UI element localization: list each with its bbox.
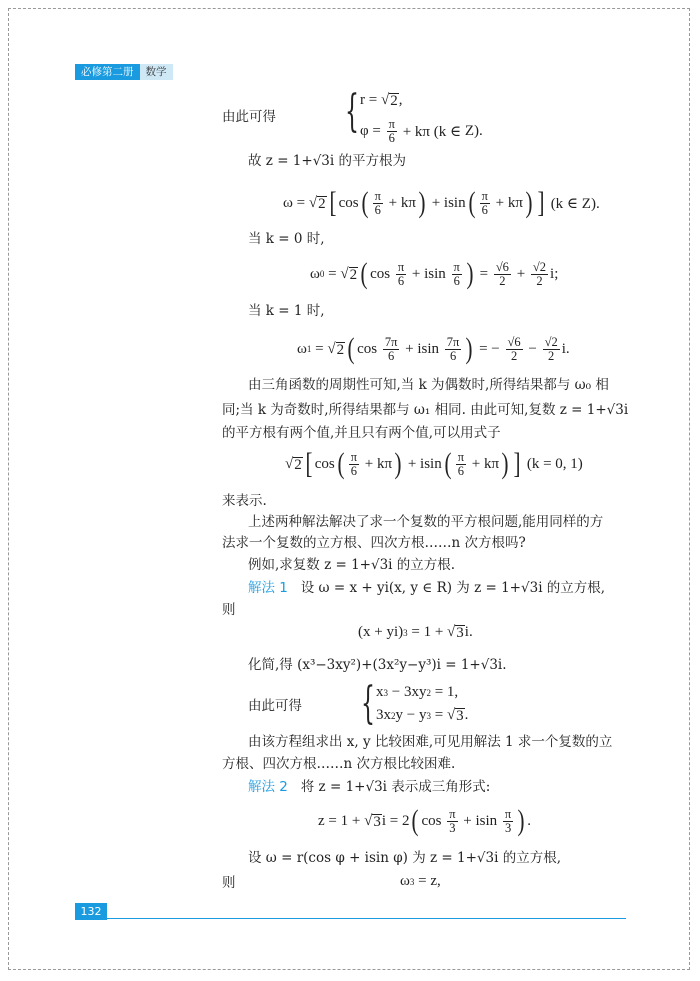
equation (360, 92, 402, 109)
numerator: π (504, 806, 512, 821)
math-text: x (376, 684, 384, 700)
math-text: = 1, (430, 684, 459, 700)
denominator: 6 (481, 202, 488, 217)
text-line: 故 z = 1+√3i 的平方根为 (248, 153, 406, 169)
math-text: = 1 + (407, 624, 448, 640)
math-text: + isin (459, 812, 501, 829)
bracket: ( (444, 447, 452, 480)
solution-1-line (248, 578, 605, 598)
text-line: 则 (222, 875, 236, 891)
radicand: 3 (456, 708, 464, 724)
square-root (340, 266, 358, 283)
text-line: 例如,求复数 z = 1+√3i 的立方根. (248, 557, 456, 573)
denominator: 2 (548, 348, 555, 363)
square-root (285, 456, 303, 473)
numerator: π (457, 449, 465, 464)
math-text: z = 1 + (318, 812, 365, 829)
text-line: 方根、四次方根……n 次方根比较困难. (222, 756, 456, 772)
math-text: i. (464, 624, 473, 640)
bracket: ( (411, 804, 419, 837)
fraction (452, 261, 462, 288)
denominator: 3 (449, 820, 456, 835)
solution-1-label: 解法 1 (248, 580, 288, 596)
numerator: π (453, 259, 460, 274)
math-text: + isin (408, 265, 450, 282)
equation (285, 449, 583, 479)
square-root (447, 707, 465, 724)
bracket: ) (394, 447, 402, 480)
square-root (381, 92, 399, 109)
math-text: + kπ (491, 194, 523, 211)
numerator: π (481, 188, 488, 203)
math-text: ω (297, 340, 307, 357)
radicand: 3 (373, 813, 381, 830)
math-text: 3x (376, 707, 391, 723)
math-text: cos (370, 265, 394, 282)
math-text: r = (360, 92, 381, 108)
square-root (364, 813, 382, 830)
math-text: (k ∈ Z). (546, 195, 600, 212)
math-text: cos (314, 455, 335, 472)
fraction (494, 261, 511, 288)
fraction (531, 261, 548, 288)
math-text: = z, (414, 873, 441, 889)
math-text: i = 2 (381, 812, 410, 829)
fraction (503, 808, 513, 835)
denominator: 6 (453, 273, 460, 288)
fraction (445, 336, 462, 363)
math-text: = − (475, 340, 504, 357)
equation (360, 118, 487, 145)
bracket: ) (465, 332, 473, 365)
radical-sign: √ (340, 265, 349, 282)
numerator: π (350, 449, 358, 464)
math-text: cos (357, 340, 381, 357)
numerator: √2 (532, 259, 547, 274)
bracket: ) (466, 257, 474, 290)
math-text: i; (550, 265, 559, 282)
fraction (387, 118, 397, 145)
radicand: 2 (318, 195, 326, 212)
solution-2-line (248, 777, 490, 797)
bracket: ( (361, 186, 369, 219)
equation: x 3 − 3xy 2 = 1, (376, 684, 459, 700)
header-badge (75, 64, 173, 80)
fraction (543, 336, 560, 363)
math-text: cos (338, 194, 359, 211)
numerator: 7π (446, 334, 460, 349)
numerator: π (449, 806, 456, 821)
footer-rule (107, 918, 626, 919)
denominator: 6 (388, 131, 395, 145)
bracket: ] (513, 447, 521, 480)
radical-sign: √ (380, 92, 390, 108)
math-text: − (524, 340, 541, 357)
radicand: 2 (336, 341, 345, 358)
math-text: ω (400, 873, 410, 889)
math-text: φ = (360, 123, 385, 139)
denominator: 6 (374, 202, 381, 217)
denominator: 2 (499, 273, 506, 288)
bracket: ) (525, 186, 533, 219)
math-text: Z (464, 123, 474, 139)
page-number: 132 (75, 903, 107, 920)
fraction (447, 808, 457, 835)
radicand: 2 (390, 93, 398, 109)
numerator: π (374, 188, 381, 203)
text-line: 上述两种解法解决了求一个复数的平方根问题,能用同样的方 (248, 514, 604, 530)
math-text: y − y (395, 707, 427, 723)
fraction (480, 190, 490, 217)
equation: ω 3 = z, (400, 873, 441, 889)
denominator: 2 (510, 348, 518, 363)
bracket: ( (337, 447, 345, 480)
math-text: ω = (283, 194, 309, 211)
fraction (456, 451, 466, 478)
radical-sign: √ (446, 707, 456, 723)
subject-title: 数学 (140, 64, 173, 80)
math-text: . (527, 812, 531, 829)
bracket: ( (347, 332, 355, 365)
math-text: , (398, 92, 403, 108)
radical-sign: √ (285, 455, 294, 472)
math-text: + kπ (384, 194, 416, 211)
math-text: . (464, 707, 469, 723)
text-line: 由此可得 (222, 109, 276, 125)
math-text: + kπ (468, 455, 500, 472)
numerator: √6 (507, 334, 521, 349)
bracket: ( (360, 257, 368, 290)
radical-sign: √ (327, 340, 336, 357)
text: 设 ω = x + yi(x, y ∈ R) 为 z = 1+√3i 的立方根, (300, 580, 606, 596)
denominator: 6 (449, 348, 457, 363)
radical-sign: √ (364, 812, 373, 829)
equation: 3x 2 y − y 3 = √ 3 . (376, 707, 469, 724)
fraction (349, 451, 359, 478)
equation: ω 0 = √ 2 ( cos $\frac{\pi}{6}$ + isin $\frac{\pi}{6}$ ) = $\frac{√6}{2}$ + $\frac{√2}{2}$ i; (310, 257, 559, 290)
text-line: 设 ω = r(cos φ + isin φ) 为 z = 1+√3i 的立方根, (248, 850, 562, 866)
math-text: + (512, 265, 529, 282)
radicand: 2 (349, 266, 358, 283)
math-text: ). (474, 123, 487, 139)
book-title: 必修第二册 (75, 64, 140, 80)
numerator: π (388, 117, 395, 131)
fraction (506, 336, 523, 363)
numerator: π (397, 259, 405, 274)
numerator: 7π (384, 334, 398, 349)
brace: { (361, 678, 375, 729)
text-line: 法求一个复数的立方根、四次方根……n 次方根吗? (222, 535, 526, 551)
equation (318, 806, 531, 836)
bracket: ) (517, 804, 525, 837)
radical-sign: √ (308, 194, 318, 211)
radicand: 2 (294, 456, 302, 473)
denominator: 6 (387, 348, 395, 363)
text-line: 同;当 k 为奇数时,所得结果都与 ω₁ 相同. 由此可知,复数 z = 1+√3i (222, 402, 629, 418)
math-text: (x + yi) (358, 624, 404, 640)
text-line: 当 k = 0 时, (248, 231, 325, 247)
math-text: ω (310, 265, 320, 282)
math-text: = (430, 707, 447, 723)
math-text: i. (561, 340, 570, 357)
text-line: 的平方根有两个值,并且只有两个值,可以用式子 (222, 425, 501, 441)
text: 将 z = 1+√3i 表示成三角形式: (300, 779, 491, 795)
brace: { (345, 86, 359, 137)
math-text: + kπ (361, 455, 393, 472)
math-text: = (311, 340, 328, 357)
math-text: + isin (427, 194, 466, 211)
bracket: [ (329, 186, 337, 219)
denominator: 6 (397, 273, 405, 288)
bracket: ) (418, 186, 426, 219)
square-root (327, 341, 345, 358)
bracket: ) (501, 447, 509, 480)
denominator: 6 (350, 463, 358, 478)
math-text: (k = 0, 1) (523, 455, 583, 472)
text-line: 当 k = 1 时, (248, 303, 325, 319)
equation: ω 1 = √ 2 ( cos $\frac{7\pi}{6}$ + isin $\frac{7\pi}{6}$ ) = − $\frac{√6}{2}$ − $\frac{√2}{2}$ i. (297, 332, 570, 365)
math-text: cos (421, 812, 446, 829)
math-text: − 3xy (388, 684, 427, 700)
bracket: ] (537, 186, 545, 219)
bracket: [ (305, 447, 313, 480)
math-text: = (475, 265, 492, 282)
text-line: 由此可得 (248, 698, 302, 714)
fraction (396, 261, 406, 288)
math-text: = (324, 265, 341, 282)
equation: (x + yi) 3 = 1 + √ 3 i. (358, 624, 473, 641)
text-line: 由三角函数的周期性可知,当 k 为偶数时,所得结果都与 ω₀ 相 (248, 377, 609, 393)
text-line: 来表示. (222, 493, 267, 509)
denominator: 2 (536, 273, 543, 288)
fraction (383, 336, 400, 363)
bracket: ( (468, 186, 476, 219)
equation (283, 188, 600, 218)
solution-2-label: 解法 2 (248, 779, 288, 795)
square-root (309, 195, 327, 212)
text-line: 由该方程组求出 x, y 比较困难,可见用解法 1 求一个复数的立 (248, 734, 613, 750)
square-root (447, 624, 465, 641)
radical-sign: √ (447, 624, 456, 640)
math-text: + kπ (k ∈ (398, 124, 465, 140)
math-text: + isin (404, 455, 442, 472)
numerator: √6 (495, 259, 509, 274)
text-line: 则 (222, 602, 236, 618)
denominator: 3 (504, 820, 512, 835)
text-line: 化简,得 (x³−3xy²)+(3x²y−y³)i = 1+√3i. (248, 657, 507, 673)
numerator: √2 (544, 334, 558, 349)
radicand: 3 (456, 625, 464, 641)
math-text: + isin (401, 340, 443, 357)
denominator: 6 (457, 463, 465, 478)
fraction (373, 190, 383, 217)
